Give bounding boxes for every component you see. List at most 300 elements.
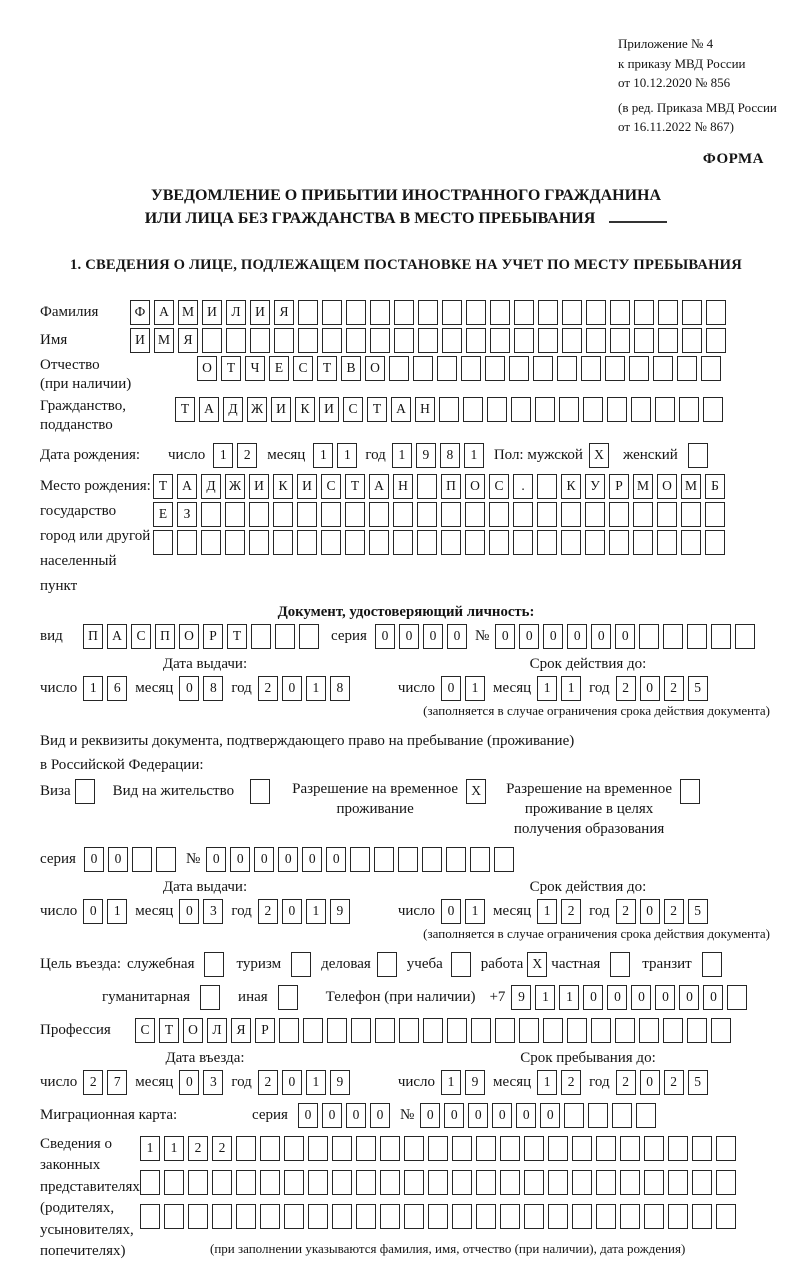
char-box[interactable]: 2 bbox=[616, 1070, 636, 1095]
char-box[interactable]: 1 bbox=[213, 443, 233, 468]
char-box[interactable] bbox=[716, 1170, 736, 1195]
char-box[interactable] bbox=[658, 300, 678, 325]
phone-digit-box[interactable]: 9 bbox=[511, 985, 531, 1010]
char-box[interactable]: Б bbox=[705, 474, 725, 499]
char-box[interactable] bbox=[514, 300, 534, 325]
char-box[interactable]: 2 bbox=[561, 1070, 581, 1095]
char-box[interactable] bbox=[585, 530, 605, 555]
char-box[interactable] bbox=[631, 397, 651, 422]
education-checkbox[interactable] bbox=[680, 779, 700, 804]
char-box[interactable] bbox=[398, 847, 418, 872]
char-box[interactable] bbox=[212, 1204, 232, 1229]
char-box[interactable]: 0 bbox=[282, 1070, 302, 1095]
char-box[interactable] bbox=[465, 530, 485, 555]
char-box[interactable]: 2 bbox=[664, 899, 684, 924]
char-box[interactable]: 1 bbox=[392, 443, 412, 468]
phone-digit-box[interactable]: 0 bbox=[583, 985, 603, 1010]
char-box[interactable]: 0 bbox=[640, 1070, 660, 1095]
char-box[interactable]: К bbox=[295, 397, 315, 422]
char-box[interactable] bbox=[543, 1018, 563, 1043]
char-box[interactable]: И bbox=[202, 300, 222, 325]
char-box[interactable] bbox=[701, 356, 721, 381]
char-box[interactable] bbox=[572, 1170, 592, 1195]
char-box[interactable]: 5 bbox=[688, 1070, 708, 1095]
char-box[interactable] bbox=[260, 1170, 280, 1195]
char-box[interactable] bbox=[639, 624, 659, 649]
char-box[interactable]: 2 bbox=[258, 1070, 278, 1095]
char-box[interactable]: С bbox=[131, 624, 151, 649]
char-box[interactable] bbox=[476, 1136, 496, 1161]
char-box[interactable]: 5 bbox=[688, 899, 708, 924]
char-box[interactable]: О bbox=[465, 474, 485, 499]
char-box[interactable]: И bbox=[297, 474, 317, 499]
char-box[interactable]: Ж bbox=[225, 474, 245, 499]
char-box[interactable] bbox=[668, 1170, 688, 1195]
char-box[interactable] bbox=[404, 1136, 424, 1161]
char-box[interactable] bbox=[471, 1018, 491, 1043]
char-box[interactable]: 2 bbox=[258, 899, 278, 924]
char-box[interactable]: 0 bbox=[519, 624, 539, 649]
char-box[interactable] bbox=[356, 1204, 376, 1229]
phone-digit-box[interactable]: 1 bbox=[559, 985, 579, 1010]
char-box[interactable]: 0 bbox=[282, 676, 302, 701]
char-box[interactable] bbox=[140, 1204, 160, 1229]
char-box[interactable]: С bbox=[321, 474, 341, 499]
char-box[interactable]: 0 bbox=[370, 1103, 390, 1128]
char-box[interactable]: 1 bbox=[441, 1070, 461, 1095]
char-box[interactable]: 0 bbox=[540, 1103, 560, 1128]
char-box[interactable]: 8 bbox=[440, 443, 460, 468]
char-box[interactable] bbox=[297, 530, 317, 555]
char-box[interactable] bbox=[605, 356, 625, 381]
char-box[interactable] bbox=[620, 1136, 640, 1161]
char-box[interactable]: 2 bbox=[237, 443, 257, 468]
char-box[interactable] bbox=[428, 1204, 448, 1229]
char-box[interactable] bbox=[298, 328, 318, 353]
char-box[interactable] bbox=[489, 502, 509, 527]
char-box[interactable] bbox=[393, 502, 413, 527]
phone-digit-box[interactable]: 1 bbox=[535, 985, 555, 1010]
char-box[interactable] bbox=[609, 530, 629, 555]
char-box[interactable] bbox=[706, 328, 726, 353]
char-box[interactable]: Е bbox=[269, 356, 289, 381]
char-box[interactable] bbox=[585, 502, 605, 527]
char-box[interactable]: Л bbox=[207, 1018, 227, 1043]
char-box[interactable] bbox=[350, 847, 370, 872]
char-box[interactable] bbox=[500, 1136, 520, 1161]
char-box[interactable]: 0 bbox=[326, 847, 346, 872]
char-box[interactable]: С bbox=[135, 1018, 155, 1043]
char-box[interactable] bbox=[273, 502, 293, 527]
char-box[interactable]: 1 bbox=[337, 443, 357, 468]
char-box[interactable] bbox=[441, 502, 461, 527]
char-box[interactable]: 1 bbox=[313, 443, 333, 468]
char-box[interactable] bbox=[596, 1170, 616, 1195]
char-box[interactable] bbox=[249, 502, 269, 527]
char-box[interactable]: Ч bbox=[245, 356, 265, 381]
char-box[interactable]: 0 bbox=[84, 847, 104, 872]
char-box[interactable]: 0 bbox=[282, 899, 302, 924]
char-box[interactable] bbox=[422, 847, 442, 872]
char-box[interactable] bbox=[509, 356, 529, 381]
char-box[interactable]: А bbox=[391, 397, 411, 422]
char-box[interactable]: С bbox=[343, 397, 363, 422]
char-box[interactable] bbox=[567, 1018, 587, 1043]
char-box[interactable] bbox=[636, 1103, 656, 1128]
char-box[interactable]: М bbox=[154, 328, 174, 353]
char-box[interactable] bbox=[345, 530, 365, 555]
char-box[interactable] bbox=[682, 300, 702, 325]
char-box[interactable]: 0 bbox=[468, 1103, 488, 1128]
char-box[interactable]: Р bbox=[609, 474, 629, 499]
char-box[interactable] bbox=[657, 530, 677, 555]
char-box[interactable]: А bbox=[107, 624, 127, 649]
char-box[interactable]: 0 bbox=[420, 1103, 440, 1128]
char-box[interactable]: 2 bbox=[258, 676, 278, 701]
char-box[interactable] bbox=[706, 300, 726, 325]
char-box[interactable] bbox=[487, 397, 507, 422]
char-box[interactable]: 2 bbox=[561, 899, 581, 924]
char-box[interactable]: И bbox=[249, 474, 269, 499]
char-box[interactable] bbox=[212, 1170, 232, 1195]
char-box[interactable] bbox=[588, 1103, 608, 1128]
char-box[interactable]: 0 bbox=[615, 624, 635, 649]
char-box[interactable] bbox=[463, 397, 483, 422]
char-box[interactable] bbox=[490, 328, 510, 353]
char-box[interactable] bbox=[500, 1170, 520, 1195]
char-box[interactable] bbox=[682, 328, 702, 353]
char-box[interactable]: Ф bbox=[130, 300, 150, 325]
char-box[interactable] bbox=[399, 1018, 419, 1043]
char-box[interactable]: 2 bbox=[664, 1070, 684, 1095]
char-box[interactable] bbox=[610, 300, 630, 325]
char-box[interactable] bbox=[562, 328, 582, 353]
char-box[interactable] bbox=[321, 530, 341, 555]
char-box[interactable] bbox=[716, 1204, 736, 1229]
char-box[interactable] bbox=[537, 474, 557, 499]
male-checkbox[interactable]: X bbox=[589, 443, 609, 468]
char-box[interactable]: 2 bbox=[188, 1136, 208, 1161]
char-box[interactable] bbox=[639, 1018, 659, 1043]
char-box[interactable] bbox=[644, 1170, 664, 1195]
char-box[interactable] bbox=[356, 1136, 376, 1161]
char-box[interactable]: 0 bbox=[567, 624, 587, 649]
char-box[interactable]: 0 bbox=[375, 624, 395, 649]
char-box[interactable]: Я bbox=[231, 1018, 251, 1043]
char-box[interactable] bbox=[308, 1136, 328, 1161]
char-box[interactable] bbox=[513, 530, 533, 555]
char-box[interactable]: 0 bbox=[492, 1103, 512, 1128]
char-box[interactable] bbox=[596, 1204, 616, 1229]
char-box[interactable] bbox=[284, 1170, 304, 1195]
char-box[interactable]: Д bbox=[201, 474, 221, 499]
char-box[interactable] bbox=[345, 502, 365, 527]
char-box[interactable]: 0 bbox=[441, 676, 461, 701]
phone-digit-box[interactable]: 0 bbox=[607, 985, 627, 1010]
char-box[interactable] bbox=[711, 1018, 731, 1043]
char-box[interactable] bbox=[284, 1136, 304, 1161]
char-box[interactable] bbox=[446, 847, 466, 872]
char-box[interactable]: 1 bbox=[465, 899, 485, 924]
char-box[interactable] bbox=[428, 1170, 448, 1195]
char-box[interactable]: 2 bbox=[616, 676, 636, 701]
char-box[interactable]: 0 bbox=[278, 847, 298, 872]
char-box[interactable] bbox=[511, 397, 531, 422]
official-checkbox[interactable] bbox=[204, 952, 224, 977]
char-box[interactable] bbox=[404, 1170, 424, 1195]
char-box[interactable] bbox=[177, 530, 197, 555]
char-box[interactable]: 2 bbox=[664, 676, 684, 701]
female-checkbox[interactable] bbox=[688, 443, 708, 468]
char-box[interactable]: Д bbox=[223, 397, 243, 422]
char-box[interactable] bbox=[633, 502, 653, 527]
char-box[interactable] bbox=[465, 502, 485, 527]
char-box[interactable]: 6 bbox=[107, 676, 127, 701]
char-box[interactable] bbox=[250, 328, 270, 353]
char-box[interactable] bbox=[653, 356, 673, 381]
char-box[interactable] bbox=[692, 1170, 712, 1195]
char-box[interactable] bbox=[369, 530, 389, 555]
char-box[interactable]: 2 bbox=[83, 1070, 103, 1095]
char-box[interactable]: Т bbox=[159, 1018, 179, 1043]
work-checkbox[interactable]: X bbox=[527, 952, 547, 977]
char-box[interactable]: 0 bbox=[423, 624, 443, 649]
char-box[interactable] bbox=[249, 530, 269, 555]
char-box[interactable] bbox=[273, 530, 293, 555]
char-box[interactable] bbox=[380, 1170, 400, 1195]
char-box[interactable] bbox=[537, 530, 557, 555]
char-box[interactable]: О bbox=[179, 624, 199, 649]
char-box[interactable]: П bbox=[155, 624, 175, 649]
char-box[interactable]: К bbox=[561, 474, 581, 499]
char-box[interactable] bbox=[514, 328, 534, 353]
char-box[interactable] bbox=[303, 1018, 323, 1043]
char-box[interactable] bbox=[494, 847, 514, 872]
char-box[interactable] bbox=[452, 1204, 472, 1229]
char-box[interactable] bbox=[644, 1204, 664, 1229]
char-box[interactable] bbox=[687, 624, 707, 649]
phone-digit-box[interactable]: 0 bbox=[703, 985, 723, 1010]
char-box[interactable]: Р bbox=[203, 624, 223, 649]
char-box[interactable] bbox=[581, 356, 601, 381]
char-box[interactable] bbox=[466, 300, 486, 325]
char-box[interactable] bbox=[370, 300, 390, 325]
char-box[interactable] bbox=[612, 1103, 632, 1128]
char-box[interactable] bbox=[476, 1204, 496, 1229]
char-box[interactable] bbox=[225, 530, 245, 555]
char-box[interactable] bbox=[226, 328, 246, 353]
char-box[interactable] bbox=[452, 1170, 472, 1195]
char-box[interactable] bbox=[321, 502, 341, 527]
char-box[interactable]: 0 bbox=[108, 847, 128, 872]
char-box[interactable]: 0 bbox=[230, 847, 250, 872]
char-box[interactable] bbox=[681, 530, 701, 555]
char-box[interactable] bbox=[441, 530, 461, 555]
char-box[interactable]: Н bbox=[415, 397, 435, 422]
char-box[interactable]: 7 bbox=[107, 1070, 127, 1095]
char-box[interactable] bbox=[275, 624, 295, 649]
char-box[interactable]: П bbox=[441, 474, 461, 499]
char-box[interactable] bbox=[332, 1136, 352, 1161]
char-box[interactable] bbox=[327, 1018, 347, 1043]
char-box[interactable] bbox=[557, 356, 577, 381]
char-box[interactable] bbox=[559, 397, 579, 422]
char-box[interactable] bbox=[633, 530, 653, 555]
char-box[interactable] bbox=[537, 502, 557, 527]
private-checkbox[interactable] bbox=[610, 952, 630, 977]
char-box[interactable]: Н bbox=[393, 474, 413, 499]
char-box[interactable] bbox=[375, 1018, 395, 1043]
char-box[interactable]: Т bbox=[175, 397, 195, 422]
char-box[interactable]: 1 bbox=[537, 899, 557, 924]
residence-permit-checkbox[interactable] bbox=[250, 779, 270, 804]
char-box[interactable] bbox=[351, 1018, 371, 1043]
char-box[interactable] bbox=[620, 1204, 640, 1229]
char-box[interactable]: Т bbox=[221, 356, 241, 381]
char-box[interactable] bbox=[260, 1136, 280, 1161]
char-box[interactable] bbox=[716, 1136, 736, 1161]
char-box[interactable]: И bbox=[271, 397, 291, 422]
char-box[interactable] bbox=[495, 1018, 515, 1043]
char-box[interactable] bbox=[470, 847, 490, 872]
char-box[interactable]: З bbox=[177, 502, 197, 527]
char-box[interactable]: В bbox=[341, 356, 361, 381]
char-box[interactable]: 0 bbox=[254, 847, 274, 872]
char-box[interactable]: 8 bbox=[330, 676, 350, 701]
char-box[interactable] bbox=[297, 502, 317, 527]
char-box[interactable] bbox=[548, 1136, 568, 1161]
char-box[interactable]: 9 bbox=[465, 1070, 485, 1095]
char-box[interactable]: Т bbox=[317, 356, 337, 381]
char-box[interactable] bbox=[394, 300, 414, 325]
char-box[interactable] bbox=[524, 1136, 544, 1161]
char-box[interactable] bbox=[663, 1018, 683, 1043]
char-box[interactable]: 5 bbox=[688, 676, 708, 701]
char-box[interactable] bbox=[413, 356, 433, 381]
char-box[interactable]: 9 bbox=[416, 443, 436, 468]
char-box[interactable] bbox=[513, 502, 533, 527]
char-box[interactable] bbox=[524, 1204, 544, 1229]
char-box[interactable] bbox=[322, 328, 342, 353]
char-box[interactable] bbox=[164, 1204, 184, 1229]
char-box[interactable] bbox=[634, 300, 654, 325]
char-box[interactable]: С bbox=[489, 474, 509, 499]
char-box[interactable] bbox=[705, 502, 725, 527]
char-box[interactable] bbox=[586, 328, 606, 353]
char-box[interactable]: А bbox=[369, 474, 389, 499]
char-box[interactable]: 0 bbox=[346, 1103, 366, 1128]
char-box[interactable] bbox=[236, 1170, 256, 1195]
char-box[interactable] bbox=[251, 624, 271, 649]
char-box[interactable] bbox=[132, 847, 152, 872]
char-box[interactable] bbox=[687, 1018, 707, 1043]
char-box[interactable] bbox=[236, 1204, 256, 1229]
char-box[interactable] bbox=[279, 1018, 299, 1043]
char-box[interactable] bbox=[394, 328, 414, 353]
char-box[interactable] bbox=[466, 328, 486, 353]
char-box[interactable]: 0 bbox=[179, 1070, 199, 1095]
char-box[interactable]: 3 bbox=[203, 1070, 223, 1095]
char-box[interactable] bbox=[668, 1136, 688, 1161]
char-box[interactable] bbox=[533, 356, 553, 381]
char-box[interactable] bbox=[202, 328, 222, 353]
business-checkbox[interactable] bbox=[377, 952, 397, 977]
char-box[interactable] bbox=[389, 356, 409, 381]
char-box[interactable]: 1 bbox=[464, 443, 484, 468]
char-box[interactable]: 0 bbox=[206, 847, 226, 872]
char-box[interactable] bbox=[461, 356, 481, 381]
char-box[interactable] bbox=[447, 1018, 467, 1043]
char-box[interactable]: 0 bbox=[444, 1103, 464, 1128]
char-box[interactable] bbox=[260, 1204, 280, 1229]
char-box[interactable]: . bbox=[513, 474, 533, 499]
char-box[interactable] bbox=[346, 300, 366, 325]
char-box[interactable] bbox=[572, 1136, 592, 1161]
char-box[interactable] bbox=[417, 530, 437, 555]
char-box[interactable] bbox=[668, 1204, 688, 1229]
char-box[interactable] bbox=[519, 1018, 539, 1043]
char-box[interactable] bbox=[274, 328, 294, 353]
char-box[interactable] bbox=[156, 847, 176, 872]
char-box[interactable] bbox=[140, 1170, 160, 1195]
char-box[interactable] bbox=[538, 300, 558, 325]
char-box[interactable] bbox=[548, 1204, 568, 1229]
char-box[interactable]: 2 bbox=[616, 899, 636, 924]
char-box[interactable] bbox=[735, 624, 755, 649]
char-box[interactable] bbox=[418, 300, 438, 325]
char-box[interactable]: 3 bbox=[203, 899, 223, 924]
char-box[interactable] bbox=[610, 328, 630, 353]
char-box[interactable]: 0 bbox=[640, 676, 660, 701]
char-box[interactable] bbox=[657, 502, 677, 527]
char-box[interactable] bbox=[164, 1170, 184, 1195]
char-box[interactable] bbox=[437, 356, 457, 381]
char-box[interactable] bbox=[596, 1136, 616, 1161]
char-box[interactable]: 0 bbox=[83, 899, 103, 924]
char-box[interactable] bbox=[299, 624, 319, 649]
char-box[interactable] bbox=[679, 397, 699, 422]
char-box[interactable]: 1 bbox=[465, 676, 485, 701]
char-box[interactable] bbox=[404, 1204, 424, 1229]
char-box[interactable] bbox=[393, 530, 413, 555]
transit-checkbox[interactable] bbox=[702, 952, 722, 977]
char-box[interactable] bbox=[452, 1136, 472, 1161]
char-box[interactable] bbox=[374, 847, 394, 872]
char-box[interactable]: 0 bbox=[322, 1103, 342, 1128]
char-box[interactable]: П bbox=[83, 624, 103, 649]
char-box[interactable] bbox=[655, 397, 675, 422]
char-box[interactable]: 2 bbox=[212, 1136, 232, 1161]
phone-digit-box[interactable]: 0 bbox=[679, 985, 699, 1010]
char-box[interactable]: А bbox=[199, 397, 219, 422]
char-box[interactable]: А bbox=[177, 474, 197, 499]
char-box[interactable] bbox=[562, 300, 582, 325]
char-box[interactable] bbox=[332, 1170, 352, 1195]
char-box[interactable] bbox=[561, 530, 581, 555]
char-box[interactable] bbox=[284, 1204, 304, 1229]
char-box[interactable] bbox=[225, 502, 245, 527]
char-box[interactable] bbox=[620, 1170, 640, 1195]
char-box[interactable] bbox=[609, 502, 629, 527]
char-box[interactable] bbox=[681, 502, 701, 527]
char-box[interactable] bbox=[615, 1018, 635, 1043]
char-box[interactable] bbox=[586, 300, 606, 325]
char-box[interactable] bbox=[439, 397, 459, 422]
char-box[interactable]: 1 bbox=[83, 676, 103, 701]
other-checkbox[interactable] bbox=[278, 985, 298, 1010]
char-box[interactable] bbox=[524, 1170, 544, 1195]
char-box[interactable] bbox=[634, 328, 654, 353]
